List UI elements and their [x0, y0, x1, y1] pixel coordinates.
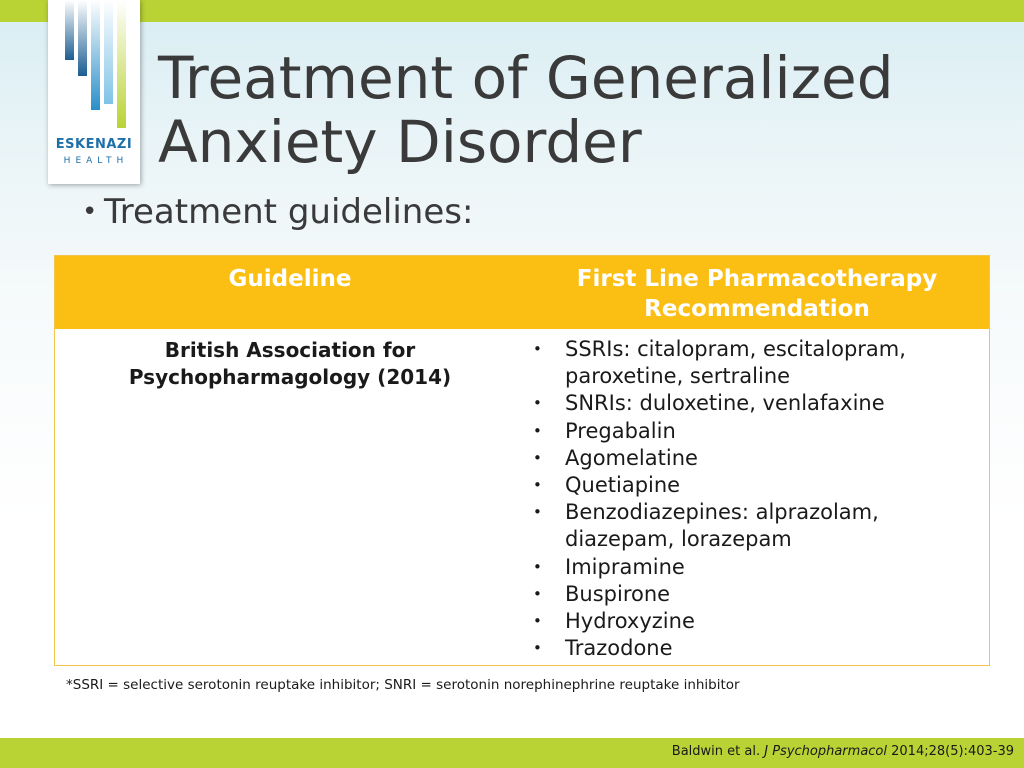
- recommendation-text: Pregabalin: [565, 418, 676, 443]
- bullet-icon: •: [533, 394, 542, 413]
- subheading-text: Treatment guidelines:: [104, 192, 474, 232]
- recommendation-text: Trazodone: [565, 636, 673, 661]
- citation-journal: J Psychopharmacol: [764, 744, 887, 759]
- recommendation-text: Imipramine: [565, 554, 685, 579]
- logo-stripe: [65, 0, 74, 60]
- recommendation-text: SNRIs: duloxetine, venlafaxine: [565, 391, 885, 416]
- logo-name: ESKENAZI: [55, 137, 133, 152]
- column-header-line: First Line Pharmacotherapy: [576, 266, 938, 292]
- bullet-icon: •: [533, 584, 542, 603]
- list-item: [531, 581, 981, 608]
- logo-stripe: [78, 0, 87, 76]
- bullet-icon: •: [533, 340, 542, 358]
- logo-stripe: [91, 0, 100, 110]
- guideline-cell: [55, 337, 525, 391]
- list-item: [531, 635, 981, 662]
- logo-stripe: [117, 0, 126, 128]
- bullet-icon: •: [533, 557, 542, 576]
- logo-stripe: [104, 0, 113, 104]
- logo-subtext: HEALTH: [63, 156, 129, 166]
- subheading: [82, 192, 473, 232]
- bullet-icon: •: [533, 421, 542, 440]
- slide-title-line: Treatment of Generalized: [158, 44, 894, 112]
- list-item: [531, 554, 981, 581]
- list-item: [531, 499, 981, 553]
- recommendation-text: Quetiapine: [565, 473, 681, 498]
- bullet-icon: •: [533, 639, 542, 658]
- slide-title-line: Anxiety Disorder: [158, 108, 642, 176]
- list-item: [531, 390, 981, 417]
- column-header-line: Recommendation: [644, 296, 870, 322]
- recommendation-text: SSRIs: citalopram, escitalopram, paroxetine, sertraline: [565, 337, 906, 389]
- table-header-row: [55, 256, 989, 329]
- recommendation-list: [531, 336, 981, 662]
- bullet-icon: •: [82, 197, 98, 227]
- list-item: [531, 608, 981, 635]
- guideline-line: Psychopharmagology (2014): [128, 365, 452, 389]
- recommendation-text: Hydroxyzine: [565, 609, 695, 634]
- list-item: [531, 336, 981, 390]
- eskenazi-health-logo: [48, 0, 140, 184]
- bullet-icon: •: [533, 612, 542, 631]
- list-item: [531, 418, 981, 445]
- column-header-recommendation: [525, 264, 989, 324]
- abbreviation-footnote: *SSRI = selective serotonin reuptake inhibitor; SNRI = serotonin norephinephrine reuptake inhibitor: [66, 677, 740, 693]
- citation-details: 2014;28(5):403-39: [891, 744, 1014, 759]
- guidelines-table: [54, 255, 990, 666]
- guideline-line: British Association for: [164, 338, 416, 362]
- recommendation-text: Buspirone: [565, 581, 671, 606]
- bullet-icon: •: [533, 476, 542, 495]
- citation: [672, 744, 1014, 759]
- bullet-icon: •: [533, 448, 542, 467]
- column-header-guideline: Guideline: [228, 266, 352, 292]
- citation-authors: Baldwin et al.: [671, 744, 761, 759]
- top-accent-bar: [0, 0, 1024, 22]
- recommendation-text: Benzodiazepines: alprazolam, diazepam, lorazepam: [565, 500, 879, 552]
- list-item: [531, 472, 981, 499]
- bullet-icon: •: [533, 503, 542, 522]
- list-item: [531, 445, 981, 472]
- slide-title: [158, 46, 1008, 174]
- recommendation-text: Agomelatine: [565, 445, 698, 470]
